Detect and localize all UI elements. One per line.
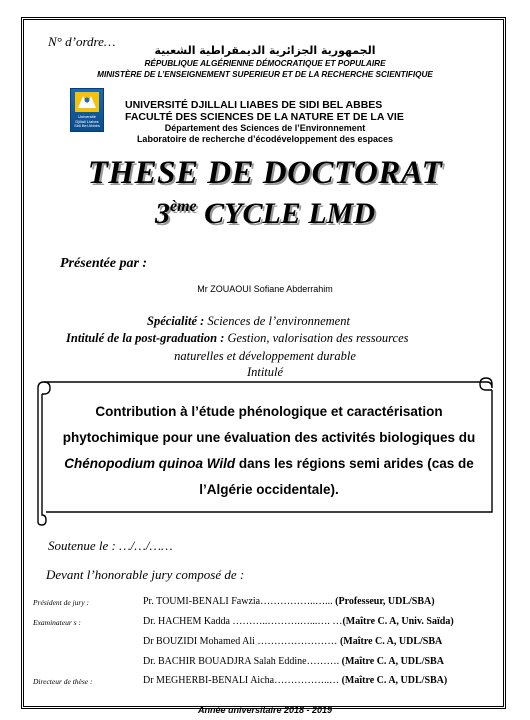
author-name: Mr ZOUAOUI Sofiane Abderrahim [197,284,333,294]
post-graduation-continued: naturelles et développement durable [174,349,356,363]
ministere-header: MINISTÈRE DE L’ENSEIGNEMENT SUPERIEUR ET DE LA RECHERCHE SCIENTIFIQUE [97,70,433,79]
university-name: UNIVERSITÉ DJILLALI LIABES DE SIDI BEL ABBES [125,99,383,111]
faculty-name: FACULTÉ DES SCIENCES DE LA NATURE ET DE LA VIE [125,111,404,123]
jury-role: Examinateur s : [33,618,81,627]
jury-member: Dr MEGHERBI-BENALI Aicha……………..… (Maître C. A, UDL/SBA) [143,675,448,686]
jury-member: Dr BOUZIDI Mohamed Ali …………………… (Maître C. A, UDL/SBA [143,636,443,647]
intitule-label: Intitulé [246,365,284,379]
laboratory-name: Laboratoire de recherche d’écodéveloppement des espaces [136,134,394,144]
specialite: Spécialité : Sciences de l’environnement [147,314,350,328]
arabic-header: الجمهورية الجزائرية الديمقراطية الشعبية [154,44,376,57]
jury-intro: Devant l’honorable jury composé de : [46,567,245,582]
department-block [0,123,530,145]
numero-ordre: N° d’ordre… [48,34,116,49]
jury-role: Directeur de thèse : [33,677,93,686]
thesis-title: Contribution à l’étude phénologique et caractérisation phytochimique pour une évaluation des activités biologiques du Chénopodium quinoa Wild dans les régions semi arides (cas de l’Algérie occidentale). [62,404,476,497]
species-name: Chénopodium quinoa Wild [64,456,236,471]
academic-year: Année universitaire 2018 - 2019 [197,705,333,715]
jury-member: Dr. BACHIR BOUADJRA Salah Eddine………. (Maître C. A, UDL/SBA [143,656,444,667]
presentee-label: Présentée par : [60,256,148,271]
jury-member: Dr. HACHEM Kadda ………..……….…...…. …(Maître C. A, Univ. Saïda) [143,616,454,627]
logo-text: Université Djillali Liabes Sidi Bel Abbès [74,114,100,129]
university-block [125,99,404,123]
these-title-line1: THESE DE DOCTORAT [87,155,443,191]
department-name: Département des Sciences de l’Environnement [164,123,366,133]
republique-header: RÉPUBLIQUE ALGÉRIENNE DÉMOCRATIQUE ET POPULAIRE [144,59,386,68]
soutenance-date: Soutenue le : …/…/…… [48,538,173,553]
these-title-line2: 3ème CYCLE LMD [154,197,375,230]
jury-role: Président de jury : [33,598,90,607]
jury-member: Pr. TOUMI-BENALI Fawzia……………..…... (Professeur, UDL/SBA) [143,596,435,607]
post-graduation: Intitulé de la post-graduation : Gestion, valorisation des ressources [66,331,409,345]
logo-emblem-icon [75,92,99,112]
